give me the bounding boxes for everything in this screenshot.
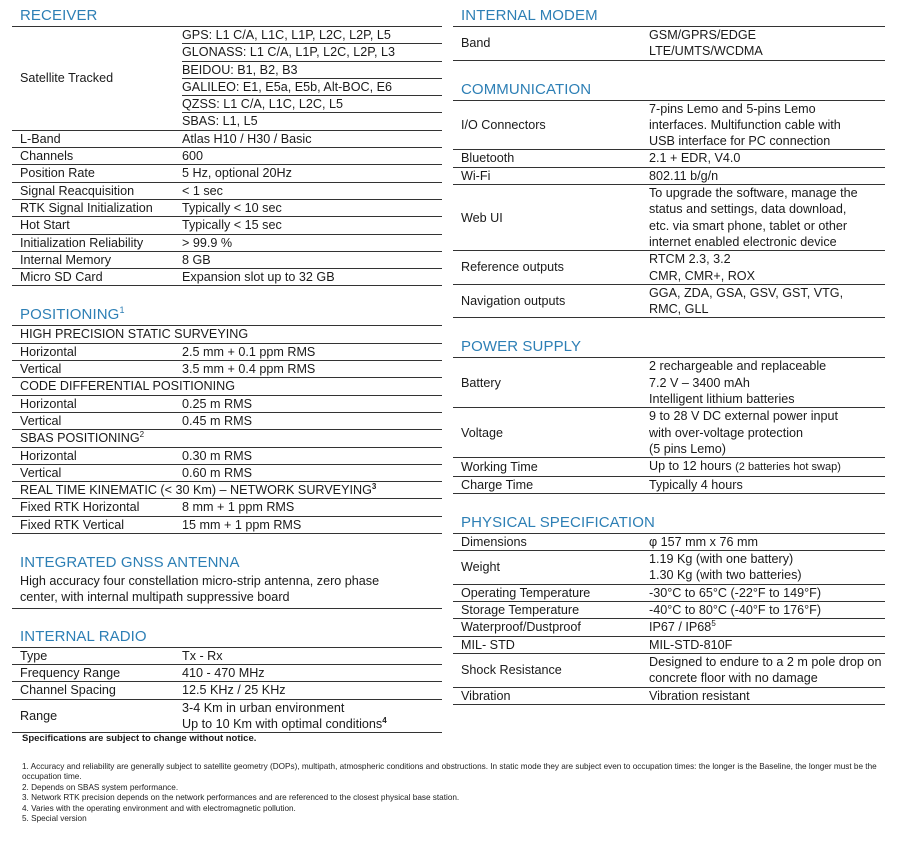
notes-block — [22, 733, 882, 824]
table-row — [12, 199, 442, 216]
spec-label: Bluetooth — [453, 150, 649, 167]
footnote-marker: 4 — [382, 715, 387, 725]
table-row — [453, 458, 885, 476]
table-row — [12, 648, 442, 665]
footnote: 3. Network RTK precision depends on the network performances and are referenced to the closest physical base station. — [22, 793, 460, 803]
description-line: center, with internal multipath suppressive board — [20, 590, 290, 605]
value-line: 7.2 V – 3400 mAh — [649, 375, 750, 390]
spec-value — [649, 185, 885, 251]
modem-section — [453, 6, 885, 61]
section-title: RECEIVER — [12, 6, 442, 27]
value-text: IP67 / IP68 — [649, 620, 712, 635]
spec-value — [649, 101, 885, 150]
antenna-section — [12, 553, 442, 609]
section-title: PHYSICAL SPECIFICATION — [453, 513, 885, 534]
table-row — [12, 482, 442, 499]
table-row — [12, 412, 442, 429]
spec-value — [649, 551, 885, 585]
spec-value — [649, 458, 885, 476]
table-row — [12, 430, 442, 447]
value-line: USB interface for PC connection — [649, 134, 831, 149]
spec-value: GPS: L1 C/A, L1C, L1P, L2C, L2P, L5 — [182, 27, 442, 44]
value-line: (5 pins Lemo) — [649, 441, 726, 456]
spec-value: 15 mm + 1 ppm RMS — [182, 516, 442, 533]
antenna-description — [12, 573, 442, 609]
spec-label: RTK Signal Initialization — [12, 199, 182, 216]
value-line: internet enabled electronic device — [649, 234, 837, 249]
value-line: concrete floor with no damage — [649, 671, 818, 686]
spec-label: Vertical — [12, 361, 182, 378]
spec-value: > 99.9 % — [182, 234, 442, 251]
spec-label: MIL- STD — [453, 636, 649, 653]
power-table — [453, 358, 885, 493]
value-line: 2 rechargeable and replaceable — [649, 359, 827, 374]
section-title: INTERNAL MODEM — [453, 6, 885, 27]
value-line: RTCM 2.3, 3.2 — [649, 252, 731, 267]
value-text: Up to 10 Km with optimal conditions — [182, 716, 383, 731]
value-line: GGA, ZDA, GSA, GSV, GST, VTG, — [649, 285, 844, 300]
spec-value: 0.30 m RMS — [182, 447, 442, 464]
table-row — [12, 699, 442, 733]
section-title: POWER SUPPLY — [453, 337, 885, 358]
footnote: 5. Special version — [22, 814, 87, 824]
table-row — [453, 358, 885, 407]
table-row — [453, 602, 885, 619]
positioning-table — [12, 326, 442, 534]
spec-value: Vibration resistant — [649, 687, 885, 704]
table-row — [12, 682, 442, 699]
spec-value: Typically 4 hours — [649, 476, 885, 493]
spec-label: Hot Start — [12, 217, 182, 234]
table-row — [12, 148, 442, 165]
footnote-marker: 2 — [139, 430, 145, 440]
spec-value: 2.5 mm + 0.1 ppm RMS — [182, 343, 442, 360]
spec-value: 12.5 KHz / 25 KHz — [182, 682, 442, 699]
table-row — [453, 101, 885, 150]
table-row — [453, 27, 885, 60]
value-line: 1.19 Kg (with one battery) — [649, 552, 794, 567]
spec-value: QZSS: L1 C/A, L1C, L2C, L5 — [182, 96, 442, 113]
spec-label: Working Time — [453, 458, 649, 476]
spec-label: Channel Spacing — [12, 682, 182, 699]
spec-value: 410 - 470 MHz — [182, 664, 442, 681]
value-line: status and settings, data download, — [649, 202, 847, 217]
subheading: HIGH PRECISION STATIC SURVEYING — [12, 326, 442, 343]
spec-label: Wi-Fi — [453, 167, 649, 184]
spec-value: 3.5 mm + 0.4 ppm RMS — [182, 361, 442, 378]
spec-label: Fixed RTK Horizontal — [12, 499, 182, 516]
section-title: COMMUNICATION — [453, 80, 885, 101]
spec-label: Battery — [453, 358, 649, 407]
spec-value: GLONASS: L1 C/A, L1P, L2C, L2P, L3 — [182, 44, 442, 61]
spec-label: Vibration — [453, 687, 649, 704]
spec-value: GALILEO: E1, E5a, E5b, Alt-BOC, E6 — [182, 78, 442, 95]
spec-label: Frequency Range — [12, 664, 182, 681]
table-row — [12, 516, 442, 533]
spec-value: Typically < 15 sec — [182, 217, 442, 234]
value-line: CMR, CMR+, ROX — [649, 268, 756, 283]
subheading — [12, 430, 442, 447]
spec-label: Operating Temperature — [453, 584, 649, 601]
table-row — [12, 251, 442, 268]
spec-label: Internal Memory — [12, 251, 182, 268]
spec-value: φ 157 mm x 76 mm — [649, 534, 885, 551]
table-row — [453, 534, 885, 551]
spec-value: 8 mm + 1 ppm RMS — [182, 499, 442, 516]
subheading-text: SBAS POSITIONING — [20, 431, 140, 446]
receiver-section — [12, 6, 442, 286]
spec-value: -40°C to 80°C (-40°F to 176°F) — [649, 602, 885, 619]
table-row — [12, 378, 442, 395]
spec-label: Weight — [453, 551, 649, 585]
table-row — [453, 619, 885, 636]
spec-label: Band — [453, 27, 649, 60]
table-row — [12, 27, 442, 44]
spec-value — [649, 27, 885, 60]
communication-section — [453, 80, 885, 319]
spec-label: Vertical — [12, 412, 182, 429]
table-row — [453, 150, 885, 167]
spec-label: Vertical — [12, 464, 182, 481]
communication-table — [453, 101, 885, 319]
spec-label: Range — [12, 699, 182, 733]
table-row — [12, 217, 442, 234]
spec-label: I/O Connectors — [453, 101, 649, 150]
table-row — [453, 653, 885, 687]
spec-label: L-Band — [12, 130, 182, 147]
spec-label: Waterproof/Dustproof — [453, 619, 649, 636]
spec-value: -30°C to 65°C (-22°F to 149°F) — [649, 584, 885, 601]
spec-label: Horizontal — [12, 447, 182, 464]
spec-value: BEIDOU: B1, B2, B3 — [182, 61, 442, 78]
table-row — [12, 395, 442, 412]
radio-table — [12, 648, 442, 733]
receiver-table — [12, 27, 442, 286]
spec-value — [182, 699, 442, 733]
footnote-marker: 5 — [711, 619, 716, 629]
section-title: INTERNAL RADIO — [12, 627, 442, 648]
value-line: RMC, GLL — [649, 302, 709, 317]
value-line: LTE/UMTS/WCDMA — [649, 44, 763, 59]
table-row — [12, 269, 442, 286]
value-line: interfaces. Multifunction cable with — [649, 117, 841, 132]
section-title-text: POSITIONING — [20, 306, 120, 324]
table-row — [12, 326, 442, 343]
footnote-marker: 1 — [119, 305, 125, 316]
subheading-text: REAL TIME KINEMATIC (< 30 Km) – NETWORK SURVEYING — [20, 483, 372, 498]
value-line: GSM/GPRS/EDGE — [649, 28, 757, 42]
table-row — [12, 343, 442, 360]
spec-value: MIL-STD-810F — [649, 636, 885, 653]
subheading: CODE DIFFERENTIAL POSITIONING — [12, 378, 442, 395]
spec-value: 2.1 + EDR, V4.0 — [649, 150, 885, 167]
value-line: 1.30 Kg (with two batteries) — [649, 568, 802, 583]
positioning-section — [12, 305, 442, 534]
power-section — [453, 337, 885, 493]
value-line: Designed to endure to a 2 m pole drop on — [649, 654, 882, 669]
spec-label: Dimensions — [453, 534, 649, 551]
spec-value — [649, 251, 885, 285]
footnote: 2. Depends on SBAS system performance. — [22, 782, 179, 792]
spec-label: Position Rate — [12, 165, 182, 182]
spec-value — [649, 358, 885, 407]
table-row — [453, 284, 885, 318]
right-column — [453, 0, 885, 705]
value-line: etc. via smart phone, tablet or other — [649, 218, 848, 233]
description-line: High accuracy four constellation micro-strip antenna, zero phase — [20, 574, 380, 589]
table-row — [453, 408, 885, 458]
disclaimer: Specifications are subject to change without notice. — [22, 733, 257, 744]
table-row — [12, 447, 442, 464]
table-row — [453, 185, 885, 251]
spec-value: SBAS: L1, L5 — [182, 113, 442, 130]
table-row — [453, 167, 885, 184]
table-row — [12, 182, 442, 199]
footnote: 1. Accuracy and reliability are generally subject to satellite geometry (DOPs), multipath, atmospheric conditions and obstructions. In static mode they are subject even to occupation times: the longer is the Baseline, the longer must be the occupation time. — [22, 762, 877, 782]
table-row — [12, 130, 442, 147]
spec-label: Horizontal — [12, 395, 182, 412]
spec-label: Signal Reacquisition — [12, 182, 182, 199]
footnote-marker: 3 — [371, 481, 377, 491]
table-row — [453, 551, 885, 585]
spec-label: Micro SD Card — [12, 269, 182, 286]
value-note: (2 batteries hot swap) — [735, 461, 841, 474]
table-row — [12, 464, 442, 481]
value-line: Intelligent lithium batteries — [649, 392, 795, 407]
spec-value: 5 Hz, optional 20Hz — [182, 165, 442, 182]
spec-label: Charge Time — [453, 476, 649, 493]
spec-value: 0.25 m RMS — [182, 395, 442, 412]
spec-value — [649, 619, 885, 636]
table-row — [453, 251, 885, 285]
spec-label: Shock Resistance — [453, 653, 649, 687]
spec-label: Navigation outputs — [453, 284, 649, 318]
physical-table — [453, 534, 885, 705]
spec-value — [649, 408, 885, 458]
spec-value: Tx - Rx — [182, 648, 442, 665]
spec-value: 802.11 b/g/n — [649, 167, 885, 184]
footnote: 4. Varies with the operating environment and with electromagnetic pollution. — [22, 803, 296, 813]
satellite-label: Satellite Tracked — [12, 27, 182, 130]
spec-label: Initialization Reliability — [12, 234, 182, 251]
spec-label: Reference outputs — [453, 251, 649, 285]
spec-label: Type — [12, 648, 182, 665]
left-column — [12, 0, 442, 733]
table-row — [453, 476, 885, 493]
table-row — [12, 165, 442, 182]
table-row — [12, 361, 442, 378]
table-row — [453, 636, 885, 653]
value-text: Up to 12 hours — [649, 459, 736, 474]
spec-label: Horizontal — [12, 343, 182, 360]
spec-value: Typically < 10 sec — [182, 199, 442, 216]
spec-value: 8 GB — [182, 251, 442, 268]
value-line: 3-4 Km in urban environment — [182, 700, 345, 715]
spec-label: Fixed RTK Vertical — [12, 516, 182, 533]
spec-value: Atlas H10 / H30 / Basic — [182, 130, 442, 147]
radio-section — [12, 627, 442, 733]
table-row — [12, 664, 442, 681]
table-row — [453, 687, 885, 704]
spec-label: Channels — [12, 148, 182, 165]
spec-value: 0.60 m RMS — [182, 464, 442, 481]
spec-value — [649, 284, 885, 318]
spec-value — [649, 653, 885, 687]
section-title: INTEGRATED GNSS ANTENNA — [20, 554, 240, 572]
value-line — [182, 716, 442, 732]
spec-label: Voltage — [453, 408, 649, 458]
modem-table — [453, 27, 885, 61]
value-line: To upgrade the software, manage the — [649, 186, 858, 201]
value-line: 7-pins Lemo and 5-pins Lemo — [649, 101, 816, 116]
physical-section — [453, 513, 885, 705]
table-row — [12, 499, 442, 516]
spec-value: Expansion slot up to 32 GB — [182, 269, 442, 286]
spec-value: 0.45 m RMS — [182, 412, 442, 429]
subheading — [12, 482, 442, 499]
section-title — [12, 305, 442, 326]
table-row — [453, 584, 885, 601]
value-line: 9 to 28 V DC external power input — [649, 409, 839, 424]
spec-label: Storage Temperature — [453, 602, 649, 619]
spec-label: Web UI — [453, 185, 649, 251]
table-row — [12, 234, 442, 251]
value-line: with over-voltage protection — [649, 425, 804, 440]
spec-value: < 1 sec — [182, 182, 442, 199]
spec-value: 600 — [182, 148, 442, 165]
